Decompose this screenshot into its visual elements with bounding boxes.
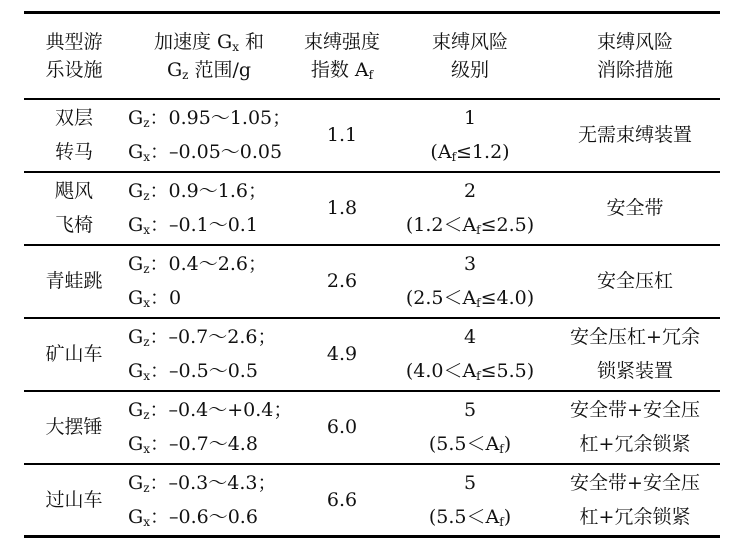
ride-name-line: 转马 xyxy=(54,141,93,163)
gz-range: $G_z$：–0.7～2.6； xyxy=(128,326,277,349)
risk-level-number: 2 xyxy=(463,180,477,202)
ride-name-line: 大摆锤 xyxy=(45,416,103,438)
restraint-index: 6.6 xyxy=(294,464,390,537)
risk-level-condition: $(5.5<A_f)$ xyxy=(428,433,512,456)
risk-level-condition: $(4.0<A_f\le 5.5)$ xyxy=(405,360,535,383)
risk-measure xyxy=(550,245,720,318)
acceleration-ranges xyxy=(124,245,294,318)
table-row xyxy=(24,464,720,537)
restraint-index: 2.6 xyxy=(294,245,390,318)
acceleration-ranges xyxy=(124,391,294,464)
acceleration-ranges xyxy=(124,99,294,172)
acceleration-ranges xyxy=(124,318,294,391)
gx-range: $G_x$：0 xyxy=(128,287,182,310)
gx-range: $G_x$：–0.1～0.1 xyxy=(128,214,258,237)
risk-measure xyxy=(550,172,720,245)
ride-name-line: 飓风 xyxy=(54,180,93,202)
ride-name-line: 矿山车 xyxy=(45,343,103,365)
ride-name xyxy=(24,391,124,464)
risk-level xyxy=(390,245,550,318)
gx-range: $G_x$：–0.5～0.5 xyxy=(128,360,258,383)
risk-level-condition: $(1.2<A_f\le 2.5)$ xyxy=(405,214,535,237)
measure-line: 安全压杠 xyxy=(596,270,673,292)
risk-level xyxy=(390,318,550,391)
measure-line: 杠+冗余锁紧 xyxy=(579,433,691,455)
ride-name-line: 双层 xyxy=(54,107,93,129)
gz-range: $G_z$：–0.4～+0.4； xyxy=(128,399,293,422)
gx-range: $G_x$：–0.05～0.05 xyxy=(128,141,283,164)
restraint-index: 1.1 xyxy=(294,99,390,172)
risk-measure xyxy=(550,318,720,391)
ride-name-line: 过山车 xyxy=(45,488,103,511)
header-measure: 束缚风险 消除措施 xyxy=(550,13,720,99)
ride-name xyxy=(24,318,124,391)
risk-level-condition: $(5.5<A_f)$ xyxy=(428,505,512,529)
risk-level-condition: $(2.5<A_f\le 4.0)$ xyxy=(405,287,535,310)
risk-level xyxy=(390,172,550,245)
ride-name xyxy=(24,245,124,318)
gx-range: $G_x$：–0.6～0.6 xyxy=(128,505,258,529)
restraint-risk-table xyxy=(24,11,720,538)
gz-range: $G_z$：0.4～2.6； xyxy=(128,253,267,276)
risk-level-number: 5 xyxy=(463,471,477,494)
measure-line: 锁紧装置 xyxy=(596,360,673,382)
table-row xyxy=(24,391,720,464)
table-row xyxy=(24,245,720,318)
measure-line: 安全带+安全压 xyxy=(570,471,700,494)
risk-measure xyxy=(550,99,720,172)
gz-range: $G_z$：–0.3～4.3； xyxy=(128,471,277,495)
measure-line: 无需束缚装置 xyxy=(577,124,692,146)
ride-name-line: 青蛙跳 xyxy=(45,270,103,292)
risk-level-number: 3 xyxy=(463,253,477,275)
measure-line: 安全带+安全压 xyxy=(570,399,700,421)
risk-level xyxy=(390,99,550,172)
risk-level-number: 4 xyxy=(463,326,477,348)
risk-level-number: 5 xyxy=(463,399,477,421)
ride-name xyxy=(24,464,124,537)
risk-measure xyxy=(550,464,720,537)
restraint-index: 4.9 xyxy=(294,318,390,391)
measure-line: 安全带 xyxy=(606,197,664,219)
header-ride: 典型游 乐设施 xyxy=(24,13,124,99)
ride-name xyxy=(24,172,124,245)
risk-level-number: 1 xyxy=(463,107,477,129)
header-index: 束缚强度 指数 $A_f$ xyxy=(294,13,390,99)
risk-level xyxy=(390,391,550,464)
gz-range: $G_z$：0.9～1.6； xyxy=(128,180,267,203)
header-row xyxy=(24,13,720,99)
table-row xyxy=(24,172,720,245)
risk-level xyxy=(390,464,550,537)
header-acceleration: 加速度 $G_x$ 和 $G_z$ 范围/g xyxy=(124,13,294,99)
ride-name xyxy=(24,99,124,172)
risk-measure xyxy=(550,391,720,464)
measure-line: 安全压杠+冗余 xyxy=(570,326,700,348)
gz-range: $G_z$：0.95～1.05； xyxy=(128,107,292,130)
risk-level-condition: $(A_f\le 1.2)$ xyxy=(430,141,510,164)
table-row xyxy=(24,318,720,391)
restraint-index: 6.0 xyxy=(294,391,390,464)
header-risk-level: 束缚风险 级别 xyxy=(390,13,550,99)
restraint-index: 1.8 xyxy=(294,172,390,245)
ride-name-line: 飞椅 xyxy=(54,214,93,236)
acceleration-ranges xyxy=(124,464,294,537)
measure-line: 杠+冗余锁紧 xyxy=(579,505,691,528)
acceleration-ranges xyxy=(124,172,294,245)
table-row xyxy=(24,99,720,172)
gx-range: $G_x$：–0.7～4.8 xyxy=(128,433,258,456)
